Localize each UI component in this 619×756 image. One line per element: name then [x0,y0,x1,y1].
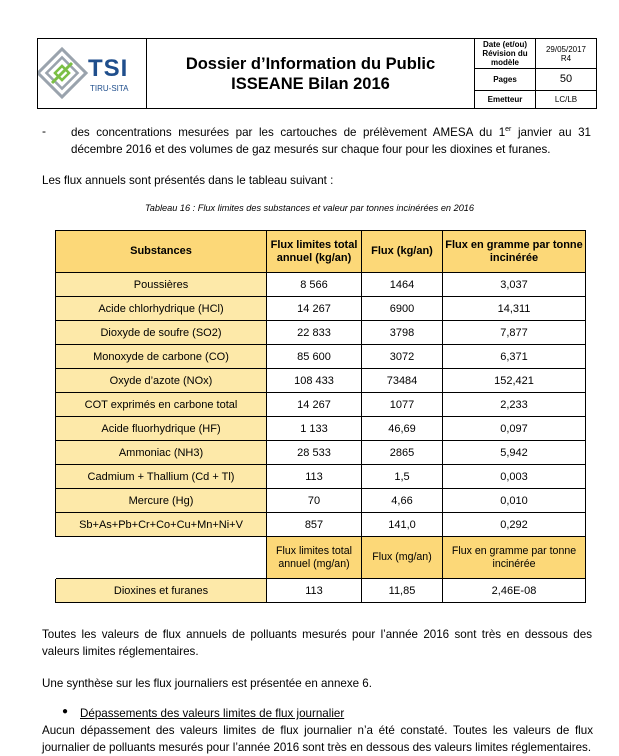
table-row [56,579,586,603]
table-row [56,345,586,369]
header-cell: Flux (mg/an) [362,537,443,579]
value-cell: 3798 [362,321,443,345]
value-cell: 0,010 [443,489,586,513]
meta-value [536,39,596,68]
logo [38,39,147,108]
substance-cell: Acide fluorhydrique (HF) [56,417,267,441]
value-cell: 6900 [362,297,443,321]
paragraph-concentrations [71,124,591,158]
substance-cell: Dioxyde de soufre (SO2) [56,321,267,345]
header-cell-empty [56,537,267,579]
header-cell: Flux limites total annuel (kg/an) [267,231,362,273]
value-cell: 28 533 [267,441,362,465]
table-caption: Tableau 16 : Flux limites des substances et valeur par tonnes incinérées en 2016 [144,203,475,213]
meta-key: Pages [475,69,536,90]
meta-row-revision [475,39,596,69]
paragraph-annexe: Une synthèse sur les flux journaliers est présentée en annexe 6. [42,677,372,690]
para1-sup: er [505,126,512,134]
logo-subtext: TIRU-SITA [90,84,129,93]
value-cell: 3072 [362,345,443,369]
value-cell: 5,942 [443,441,586,465]
table-row [56,441,586,465]
table-row [56,393,586,417]
header-cell: Flux en gramme par tonne incinérée [443,537,586,579]
value-cell: 22 833 [267,321,362,345]
value-cell: 8 566 [267,273,362,297]
value-cell: 7,877 [443,321,586,345]
value-cell: 1 133 [267,417,362,441]
substance-cell: Acide chlorhydrique (HCl) [56,297,267,321]
substance-cell: Ammoniac (NH3) [56,441,267,465]
value-cell: 141,0 [362,513,443,537]
substance-cell: Oxyde d’azote (NOx) [56,369,267,393]
value-cell: 2,233 [443,393,586,417]
value-cell: 113 [267,579,362,603]
value-cell: 14,311 [443,297,586,321]
title-line-1: Dossier d’Information du Public [185,54,436,73]
header-cell: Flux limites total annuel (mg/an) [267,537,362,579]
header-cell: Flux (kg/an) [362,231,443,273]
table-row [56,489,586,513]
meta-key: Emetteur [475,91,536,108]
para1-text-a: des concentrations mesurées par les cartouches de prélèvement AMESA du 1 [71,126,506,139]
paragraph-intro: Les flux annuels sont présentés dans le tableau suivant : [42,174,334,187]
table-row [56,465,586,489]
table-body-dioxines [56,579,586,603]
meta-value: 50 [559,73,573,86]
substance-cell: COT exprimés en carbone total [56,393,267,417]
meta-revision: R4 [560,53,572,63]
header-cell: Substances [56,231,267,273]
flux-table [55,230,586,603]
value-cell: 70 [267,489,362,513]
list-dash: - [42,124,46,138]
value-cell: 857 [267,513,362,537]
substance-cell: Monoxyde de carbone (CO) [56,345,267,369]
substance-cell: Poussières [56,273,267,297]
value-cell: 4,66 [362,489,443,513]
value-cell: 85 600 [267,345,362,369]
value-cell: 1464 [362,273,443,297]
meta-value: LC/LB [554,95,578,105]
document-title [147,39,475,108]
value-cell: 11,85 [362,579,443,603]
substance-cell: Mercure (Hg) [56,489,267,513]
table-row [56,369,586,393]
value-cell: 0,003 [443,465,586,489]
value-cell: 2,46E-08 [443,579,586,603]
value-cell: 0,097 [443,417,586,441]
table-row [56,297,586,321]
substance-cell: Dioxines et furanes [56,579,267,603]
meta-date: 29/05/2017 [545,44,587,54]
meta-row-pages [475,69,596,91]
substance-cell: Sb+As+Pb+Cr+Co+Cu+Mn+Ni+V [56,513,267,537]
paragraph-annual-conclusion: Toutes les valeurs de flux annuels de polluants mesurés pour l’année 2016 sont très en dessous des valeurs limites réglementaires. [42,628,592,658]
table-row [56,513,586,537]
para1-text-b: janvier au 31 décembre 2016 et des volumes de gaz mesurés sur chaque four pour les dioxines et furanes. [71,126,591,156]
value-cell: 0,292 [443,513,586,537]
title-line-2: ISSEANE Bilan 2016 [231,74,390,93]
value-cell: 113 [267,465,362,489]
table-header-row [56,231,586,273]
value-cell: 152,421 [443,369,586,393]
value-cell: 14 267 [267,393,362,417]
meta-key: Date (et/ou) Révision du modèle [475,39,536,68]
value-cell: 46,69 [362,417,443,441]
value-cell: 108 433 [267,369,362,393]
value-cell: 3,037 [443,273,586,297]
value-cell: 1077 [362,393,443,417]
paragraph-daily-conclusion: Aucun dépassement des valeurs limites de flux journalier n’a été constaté. Toutes les valeurs de flux journalier de polluants mesurés pour l’année 2016 sont très en dessous des valeurs limites réglementaires. [42,724,593,754]
value-cell: 6,371 [443,345,586,369]
meta-block [475,39,596,108]
header-cell: Flux en gramme par tonne incinérée [443,231,586,273]
value-cell: 2865 [362,441,443,465]
table-row [56,321,586,345]
logo-text: TSI [88,55,129,82]
meta-row-emetteur [475,91,596,108]
table-row [56,273,586,297]
table-row [56,417,586,441]
table-subheader-row [56,537,586,579]
value-cell: 73484 [362,369,443,393]
page-header [37,38,597,109]
bullet-icon: ● [62,706,69,717]
substance-cell: Cadmium + Thallium (Cd + Tl) [56,465,267,489]
value-cell: 1,5 [362,465,443,489]
table-body [56,273,586,537]
section-heading: Dépassements des valeurs limites de flux journalier [80,707,345,720]
value-cell: 14 267 [267,297,362,321]
